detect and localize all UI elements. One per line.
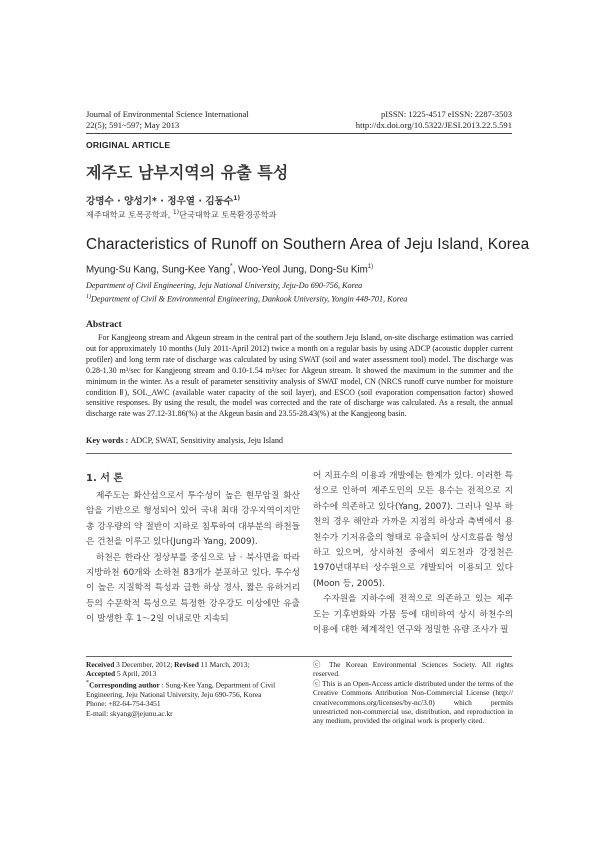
paragraph: 어 지표수의 이용과 개발에는 한계가 있다. 이러한 특성으로 인하여 제주도민의 모든 용수는 전적으로 지하수에 의존하고 있다(Yang, 2007). 그러나 일부 하천의 경우 해안과 가까운 지점의 하상과 측벽에서 용천수가 기저유출의 형태로 유출되어 상시흐름을 형성하고 있으며, 상시하천 중에서 외도천과 강정천은 1970년대부터 상수원으로 개발되어 이용되고 있다(Moon 등, 2005). (313, 471, 513, 589)
accepted-label: Accepted (86, 669, 116, 679)
right-column (313, 469, 513, 638)
english-authors-rest: , Woo-Yeol Jung, Dong-Su Kim (232, 264, 368, 276)
phone: Phone: +82-64-754-3451 (86, 699, 161, 709)
english-affiliation-2 (86, 294, 407, 304)
journal-identifiers (356, 109, 512, 131)
journal-info (86, 109, 249, 131)
copyright-notice: ⓒ The Korean Environmental Sciences Society. All rights reserved. (313, 660, 513, 679)
section-heading: 1. 서 론 (86, 473, 124, 484)
paragraph: 제주도는 화산섬으로서 투수성이 높은 현무암질 화산암을 기반으로 형성되어 있어 국내 최대 강우지역이지만 총 강우량의 약 절반이 지하로 침투하여 대부분의 하천들은 건천을 이루고 있다(Jung과 Yang, 2009). (86, 491, 300, 548)
article-type: ORIGINAL ARTICLE (86, 140, 171, 150)
english-authors (86, 263, 373, 275)
abstract-body: For Kangjeong stream and Akgeun stream in the central part of the southern Jeju Island, on-site discharge estimation was carried out for approximately 10 months (July 2011-April 2012) twice a month on a regular basis by using ADCP (acoustic doppler current profiler) and long term rate of discharge was calculated by using SWAT (soil and water assessment tool) model. The discharge was 0.28-1.30 m³/sec for Kangjeong stream and 0.10-1.54 m³/sec for Akgeun stream. It showed the maximum in the summer and the minimum in the winter. As a result of parameter sensitivity analysis of SWAT model, CN (NRCS runoff curve number for moisture condition Ⅱ), SOL_AWC (available water capacity of the soil layer), and ESCO (soil evaporation compensation factor) showed sensitive responses. By using the result, the model was corrected and the rate of discharge was calculated. As a result, the annual discharge rate was 27.12-31.86(%) at the Akgeun basin and 23.55-28.43(%) at the Kangjeong basin. (86, 333, 513, 419)
left-column (86, 489, 300, 628)
corresponding-text: : Sung-Kee Yang, Department of Civil Engineering, Jeju National University, Jeju 690-756, Korea (86, 680, 276, 699)
korean-affiliation-sup: 1) (172, 209, 180, 216)
journal-volume-pages: 22(5); 591~597; May 2013 (86, 120, 180, 130)
keywords-label: Key words : (86, 436, 131, 445)
keywords-value: ADCP, SWAT, Sensitivity analysis, Jeju Island (130, 436, 284, 445)
footnote-license (313, 660, 513, 726)
header-divider (86, 133, 512, 134)
korean-title: 제주도 남부지역의 유출 특성 (86, 163, 289, 182)
revised-date: 11 March, 2013; (198, 660, 250, 669)
keywords-divider (86, 453, 512, 454)
received-date: 3 December, 2012; (114, 660, 175, 669)
article-dates (86, 660, 294, 669)
english-authors-sup: 1) (367, 264, 374, 270)
revised-label: Revised (174, 660, 199, 669)
footnote-divider (86, 656, 512, 657)
corresponding-label: Corresponding author (89, 680, 160, 690)
korean-authors-sup: 1) (233, 194, 241, 202)
license-notice: ⓒ This is an Open-Access article distributed under the terms of the Creative Commons Attribution Non-Commercial License (http:// creativecommons.org/licenses/by-nc/3.0) which permits unrestricted non-commercial use, distribution, and reproduction in any medium, provided the original work is properly cited. (313, 678, 513, 726)
korean-affiliation-1: 제주대학교 토목공학과, (86, 209, 173, 220)
accepted-line (86, 669, 294, 678)
korean-affiliation (86, 209, 277, 221)
keywords (86, 436, 283, 445)
english-authors-star: * (229, 263, 233, 270)
journal-name: Journal of Environmental Science International (86, 109, 249, 119)
english-affiliation-1: Department of Civil Engineering, Jeju National University, Jeju-Do 690-756, Korea (86, 281, 363, 290)
corresponding-author (86, 679, 294, 699)
corresponding-star: * (86, 679, 90, 686)
paragraph: 수자원을 지하수에 전적으로 의존하고 있는 제주도는 기후변화와 가뭄 등에 대비하여 상시 하천수의 이용에 대한 체계적인 연구와 정밀한 유량 조사가 필 (313, 594, 513, 636)
korean-authors (86, 193, 240, 207)
korean-authors-names: 강명수 · 양성기* · 정우열 · 김동수 (86, 196, 234, 207)
paragraph: 하천은 한라산 정상부를 중심으로 남 · 북사면을 따라 지방하천 60개와 소하천 83개가 분포하고 있다. 투수성이 높은 지질학적 특성과 급한 하상 경사, 짧은 유하거리 등의 수문학적 특성으로 특정한 강우강도 이상에만 유출이 발생한 후 1～2일 이내로만 지속되 (86, 552, 300, 625)
english-title: Characteristics of Runoff on Southern Area of Jeju Island, Korea (86, 236, 530, 253)
english-affiliation-2-text: Department of Civil & Environmental Engineering, Dankook University, Yongin 448-701, Korea (91, 294, 408, 304)
abstract-heading: Abstract (86, 319, 122, 330)
email-link[interactable]: E-mail: skyang@jejunu.ac.kr (86, 708, 173, 718)
doi-link[interactable]: http://dx.doi.org/10.5322/JESI.2013.22.5.591 (355, 120, 512, 130)
received-label: Received (86, 660, 115, 669)
korean-affiliation-2: 단국대학교 토목환경공학과 (179, 209, 277, 220)
footnote-dates-contact (86, 660, 294, 718)
accepted-date: 5 April, 2013 (115, 669, 157, 679)
english-affiliation-2-sup: 1) (86, 294, 91, 300)
english-authors-first: Myung-Su Kang, Sung-Kee Yang (86, 264, 230, 276)
issn: pISSN: 1225-4517 eISSN: 2287-3503 (380, 109, 512, 119)
